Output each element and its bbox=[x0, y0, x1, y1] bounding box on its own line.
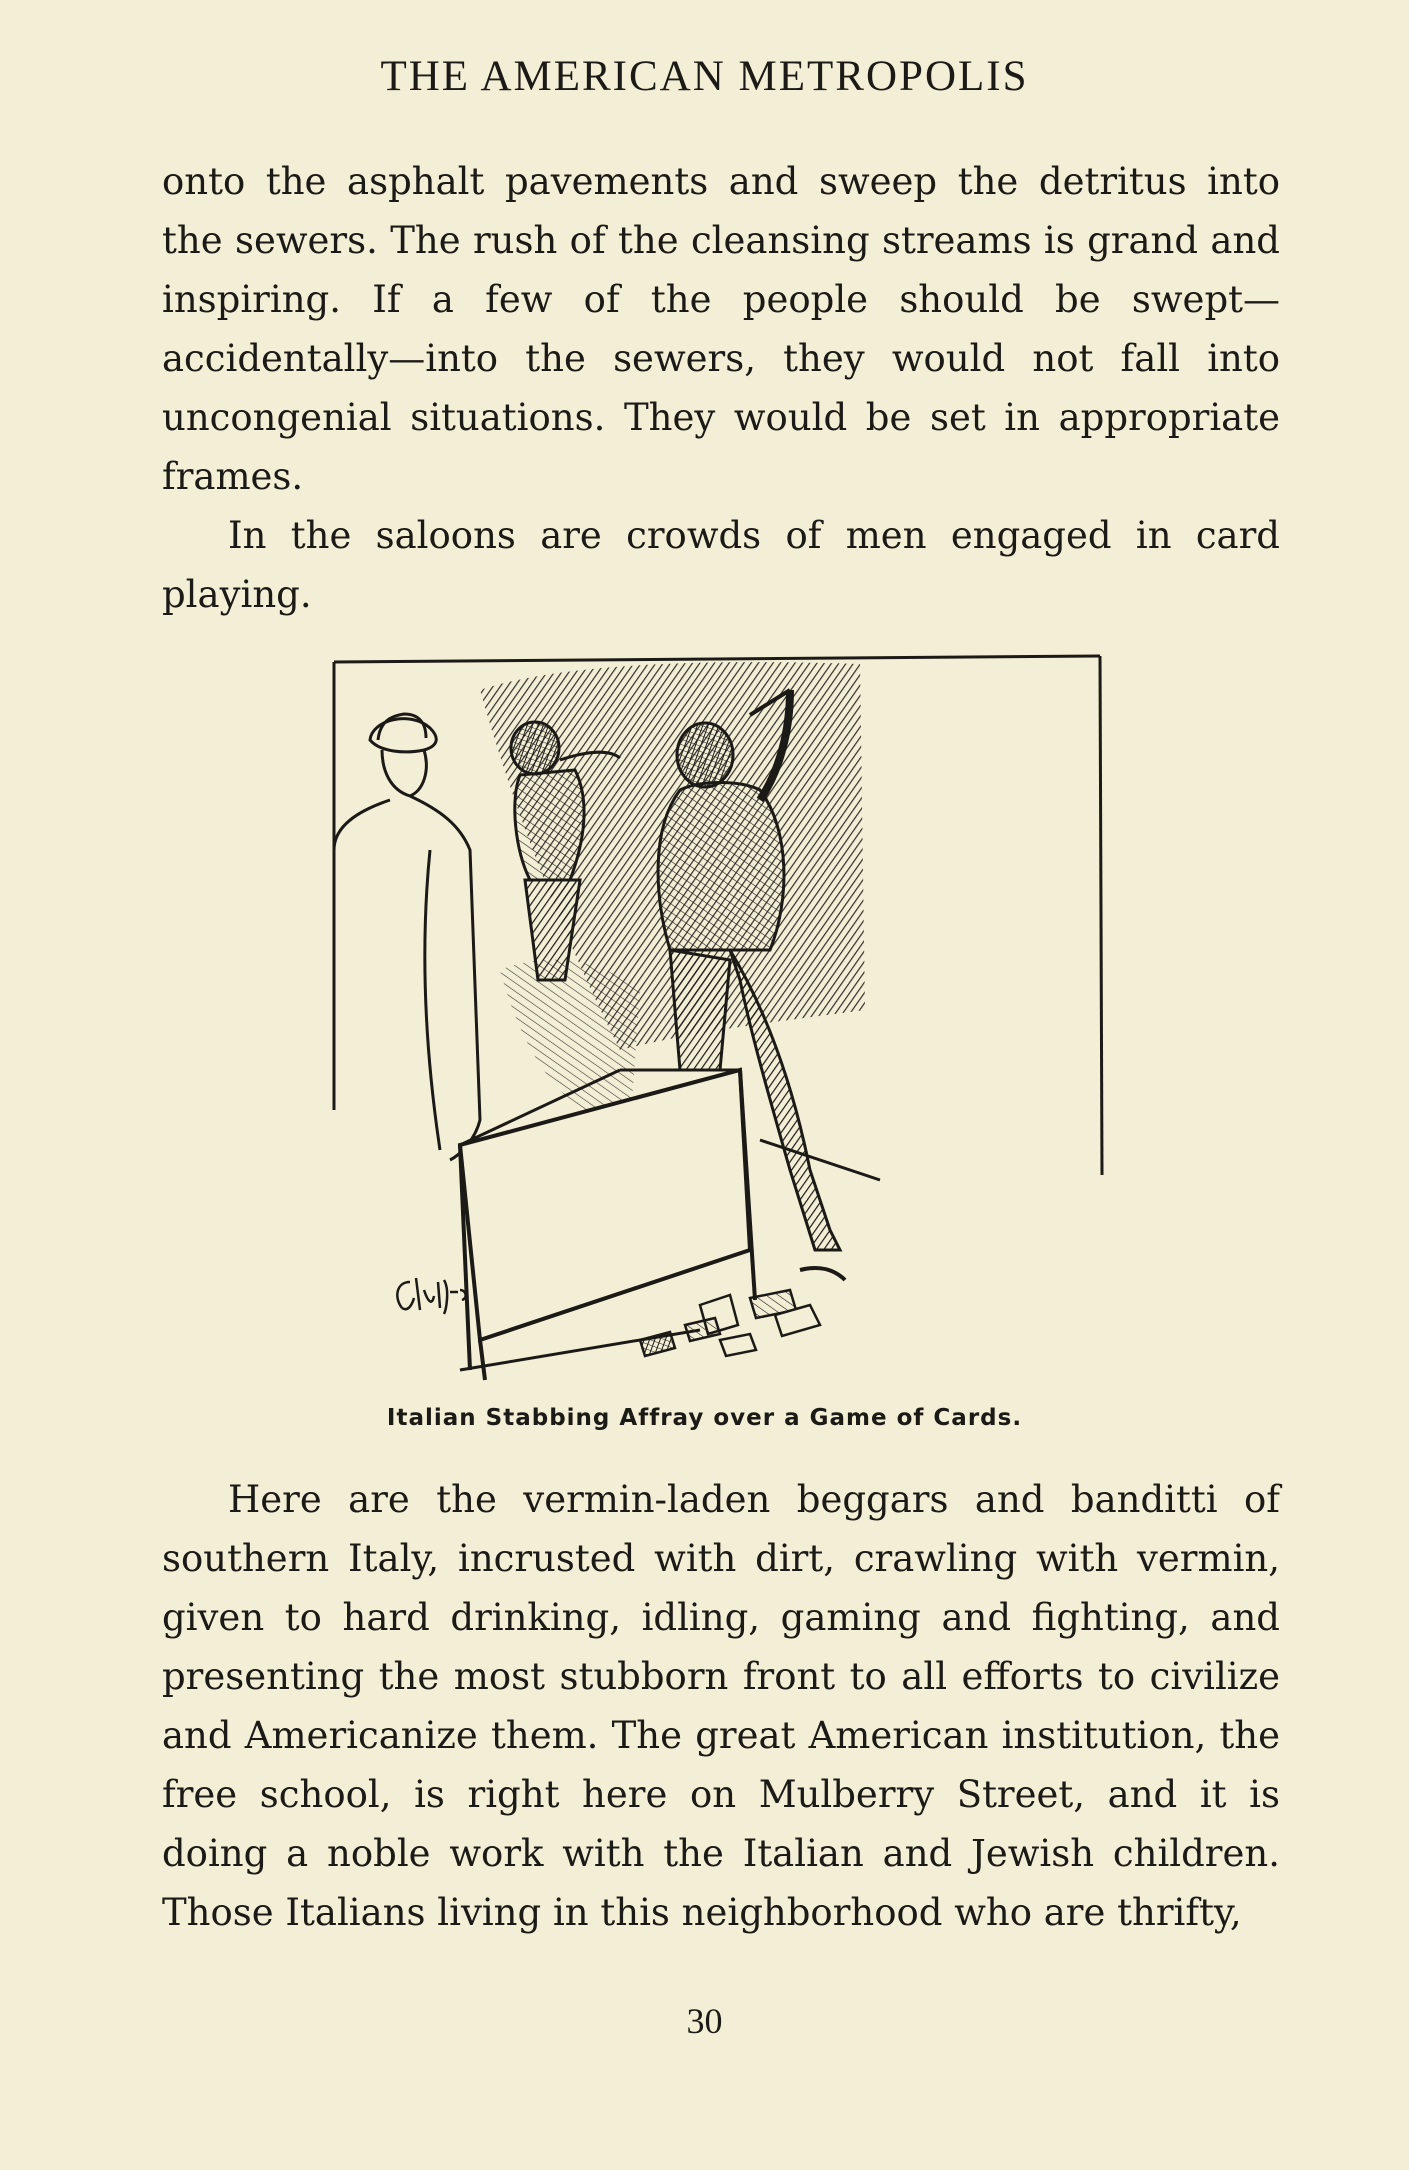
paragraph-saloons: In the saloons are crowds of men engaged in card playing. bbox=[162, 514, 1280, 616]
artist-signature bbox=[397, 1278, 465, 1314]
paragraph-beggars: Here are the vermin-laden beggars and banditti of southern Italy, incrusted with dirt, crawling with vermin, given to hard drinking, idling, gaming and fighting, and presenting the most stubborn front to all efforts to civilize and Americanize them. The great American institution, the free school, is right here on Mulberry Street, and it is doing a noble work with the Italian and Jewish children. Those Italians living in this neighborhood who are thrifty, bbox=[162, 1478, 1280, 1934]
running-head: THE AMERICAN METROPOLIS bbox=[380, 53, 1029, 100]
top-text-block bbox=[162, 152, 1280, 624]
scattered-cards bbox=[640, 1290, 820, 1356]
man-in-hat-figure bbox=[334, 714, 480, 1160]
page-number: 30 bbox=[686, 2001, 723, 2041]
bottom-text-block bbox=[162, 1470, 1280, 1942]
paragraph-continued: onto the asphalt pavements and sweep the detritus into the sewers. The rush of the cleansing streams is grand and inspiring. If a few of the people should be swept—accidentally—into the sewers, they would not fall into uncongenial situations. They would be set in appropriate frames. bbox=[162, 160, 1280, 498]
illustration-caption: Italian Stabbing Affray over a Game of Cards. bbox=[386, 1405, 1023, 1431]
stabbing-illustration bbox=[320, 650, 1110, 1395]
